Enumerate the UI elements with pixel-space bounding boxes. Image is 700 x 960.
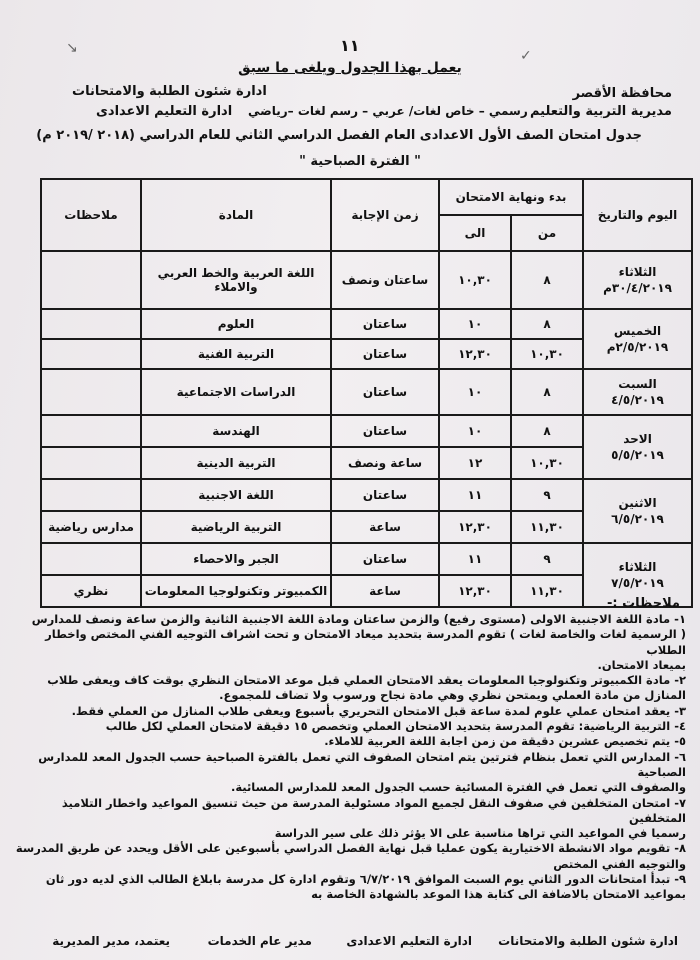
note-cell [41,415,141,447]
duration-cell: ساعتان [331,415,439,447]
table-row [41,479,692,511]
subject-cell: العلوم [141,309,331,339]
subject-cell: التربية الدينية [141,447,331,479]
from-cell: ١١,٣٠ [511,511,583,543]
from-cell: ٩ [511,543,583,575]
from-cell: ١١,٣٠ [511,575,583,607]
duration-cell: ساعة [331,575,439,607]
note-line: ٣- يعقد امتحان عملي علوم لمدة ساعة قبل الامتحان التحريري بأسبوع ويعفى طلاب المنازل من العملي فقط. [71,703,686,718]
note-line: ٨- تقويم مواد الانشطة الاختيارية يكون عمليا قبل نهاية الفصل الدراسي بأسبوعين على الأقل ويحدد عن طريق المدرسة [15,841,686,856]
to-cell: ١١ [439,543,511,575]
to-cell: ١٠ [439,309,511,339]
duration-cell: ساعتان [331,369,439,415]
from-cell: ٨ [511,415,583,447]
from-cell: ٨ [511,369,583,415]
pen-mark: ↘ [66,40,78,56]
note-line: ٤- التربية الرياضية: تقوم المدرسة بتحديد الامتحان العملي وتخصص ١٥ دقيقة لامتحان العملي لكل طالب [105,719,686,734]
from-cell: ٩ [511,479,583,511]
note-line: المنازل من مادة العملي ويمتحن نظري وهي مادة نجاح ورسوب ولا تضاف للمجموع. [219,688,686,703]
exam-schedule-table [40,178,693,608]
school-types: رسمي – خاص لغات/ عربي – رسم لغات –رياضي [248,104,528,118]
subject-cell: التربية الفنية [141,339,331,369]
schedule-title: جدول امتحان الصف الأول الاعدادى العام الفصل الدراسي الثاني للعام الدراسي (٢٠١٨ /٢٠١٩ م) [36,128,642,143]
table-row [41,309,692,339]
day-cell: الاثنين ٦/٥/٢٠١٩ [583,479,692,543]
note-cell: نظري [41,575,141,607]
note-line: والصفوف التي تعمل في الفترة المسائية حسب الجدول المعد للمدارس المسائية. [230,780,686,795]
pen-mark: ✓ [520,48,532,64]
from-cell: ١٠,٣٠ [511,447,583,479]
subject-cell: الدراسات الاجتماعية [141,369,331,415]
directorate: مديرية التربية والتعليم [529,104,672,119]
day-cell: السبت ٤/٥/٢٠١٩ [583,369,692,415]
signature-prep: ادارة التعليم الاعدادى [346,934,472,948]
signature-affairs: ادارة شئون الطلبة والامتحانات [498,934,678,948]
header-notes: ملاحظات [41,179,141,251]
duration-cell: ساعتان [331,479,439,511]
note-line: ٦- المدارس التي تعمل بنظام فترتين يتم امتحان الصفوف التي تعمل بالفترة الصباحية حسب الجدول المعد للمدارس الصباحية [38,749,686,779]
table-row [41,251,692,309]
subject-cell: الكمبيوتر وتكنولوجيا المعلومات [141,575,331,607]
to-cell: ١٠ [439,369,511,415]
table-row [41,369,692,415]
subject-cell: التربية الرياضية [141,511,331,543]
to-cell: ١٠ [439,415,511,447]
duration-cell: ساعتان ونصف [331,251,439,309]
day-cell: الاحد ٥/٥/٢٠١٩ [583,415,692,479]
note-cell [41,447,141,479]
notes-title: ملاحظات :- [606,596,680,611]
duration-cell: ساعة [331,511,439,543]
subject-cell: الجبر والاحصاء [141,543,331,575]
subject-cell: الهندسة [141,415,331,447]
subject-cell: اللغة الاجنبية [141,479,331,511]
note-cell [41,543,141,575]
header-duration: زمن الإجابة [331,179,439,251]
note-line: ٥- يتم تخصيص عشرين دقيقة من زمن اجابة اللغة العربية للاملاء. [324,734,686,749]
header-from: من [511,215,583,251]
note-line: بميعاد الامتحان. [597,657,686,672]
table-row [41,543,692,575]
note-cell [41,339,141,369]
duration-cell: ساعتان [331,543,439,575]
duration-cell: ساعتان [331,339,439,369]
prep-dept: ادارة التعليم الاعدادى [96,104,233,119]
signature-approve: يعتمد، مدير المديرية [52,934,170,948]
note-line: رسميا في المواعيد التي تراها مناسبة على الا يؤثر ذلك على سير الدراسة [274,826,686,841]
header-start-end: بدء ونهاية الامتحان [439,179,583,215]
to-cell: ١٢,٣٠ [439,575,511,607]
header-to: الى [439,215,511,251]
note-cell [41,479,141,511]
from-cell: ٨ [511,251,583,309]
note-line: ( الرسمية لغات والخاصة لغات ) تقوم المدرسة بتحديد ميعاد الامتحان و تحت اشراف التوجيه الفني المختص واخطار الطلاب [45,627,686,657]
day-cell: الخميس ٢/٥/٢٠١٩م [583,309,692,369]
notes-list [14,612,686,903]
signature-services: مدير عام الخدمات [207,934,312,948]
day-cell: الثلاثاء ٣٠/٤/٢٠١٩م [583,251,692,309]
table-row [41,415,692,447]
day-cell: الثلاثاء ٧/٥/٢٠١٩ [583,543,692,607]
to-cell: ١٢,٣٠ [439,339,511,369]
note-cell: مدارس رياضية [41,511,141,543]
page-number: ١١ [340,36,360,55]
note-line: ٢- مادة الكمبيوتر وتكنولوجيا المعلومات يعقد الامتحان العملي قبل موعد الامتحان النظري بوقت كاف ويعفى طلاب [47,673,686,688]
duration-cell: ساعتان [331,309,439,339]
note-cell [41,251,141,309]
subject-cell: اللغة العربية والخط العربي والاملاء [141,251,331,309]
from-cell: ٨ [511,309,583,339]
note-line: ١- مادة اللغة الاجنبية الاولى (مستوى رفيع) والزمن ساعتان ومادة اللغة الاجنبية الثانية والزمن ساعة ونصف للمدارس [31,612,686,626]
notice-heading: يعمل بهذا الجدول ويلغى ما سبق [238,60,462,76]
note-line: بمواعيد الامتحان بالاضافة الى كتابة هذا الموعد بالشهادة الخاصة به [311,887,686,902]
to-cell: ١٢,٣٠ [439,511,511,543]
header-day: اليوم والتاريخ [583,179,692,251]
note-line: ٩- تبدأ امتحانات الدور الثاني يوم السبت الموافق ٦/٧/٢٠١٩ وتقوم ادارة كل مدرسة بابلاغ الطالب الذي لديه دور ثان [45,872,686,887]
note-line: ٧- امتحان المتخلفين في صفوف النقل لجميع المواد مسئولية المدرسة من حيث تنسيق المواعيد واخطار التلاميذ المتخلفين [61,795,686,825]
to-cell: ١١ [439,479,511,511]
note-cell [41,309,141,339]
from-cell: ١٠,٣٠ [511,339,583,369]
note-line: والتوجيه الفني المختص [553,856,686,871]
governorate: محافظة الأقصر [572,86,672,101]
note-cell [41,369,141,415]
period-label: " الفترة الصباحية " [299,154,421,169]
affairs-dept: ادارة شئون الطلبة والامتحانات [72,84,267,99]
to-cell: ١٠,٣٠ [439,251,511,309]
header-subject: المادة [141,179,331,251]
duration-cell: ساعة ونصف [331,447,439,479]
to-cell: ١٢ [439,447,511,479]
